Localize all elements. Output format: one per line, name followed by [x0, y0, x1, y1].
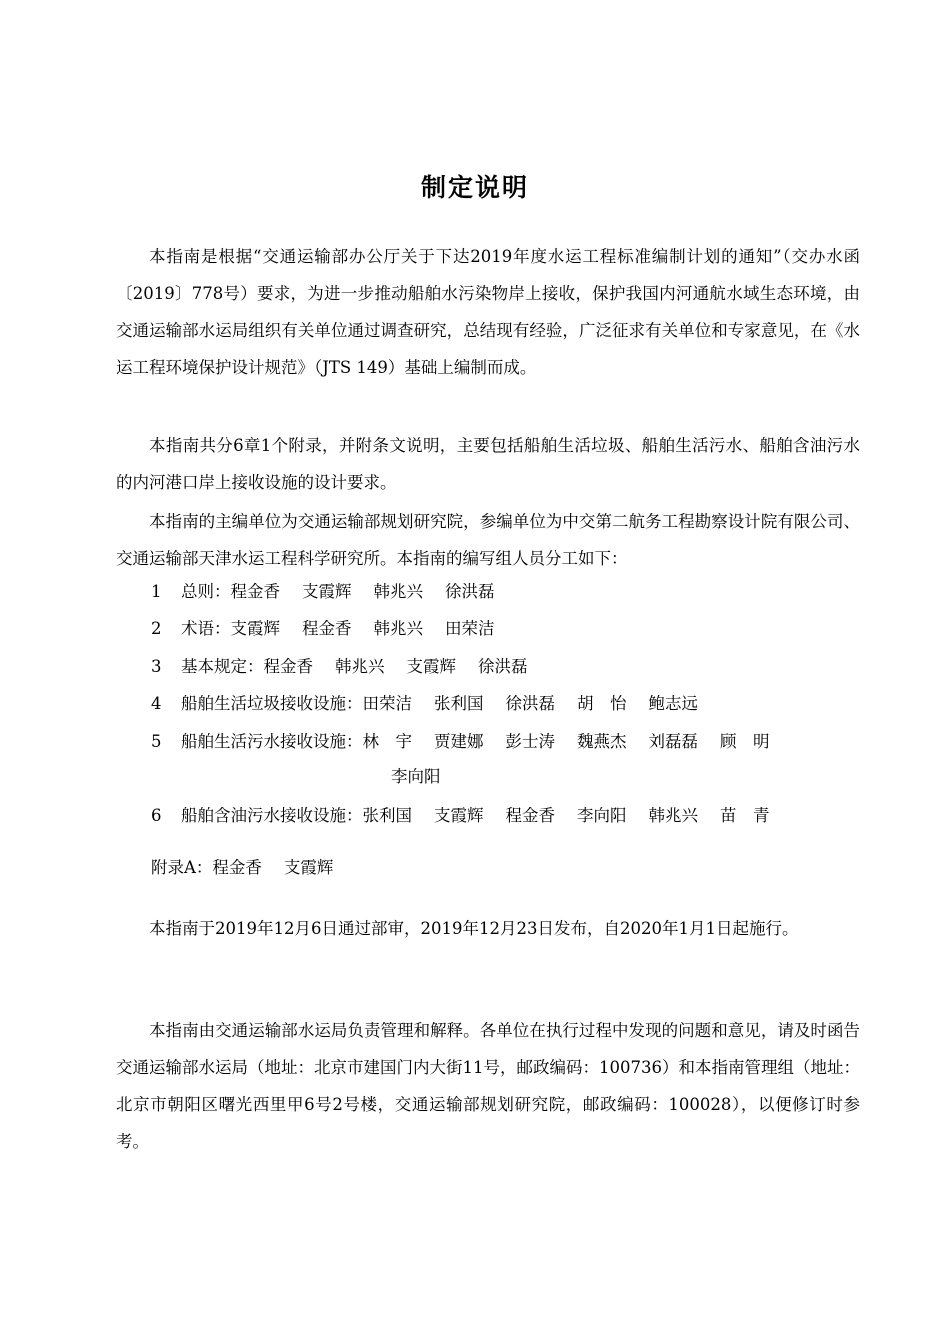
- appendix-label: 附录A：: [151, 858, 213, 877]
- roster-continuation: 李向阳: [391, 767, 441, 786]
- roster-number: 5: [151, 732, 162, 751]
- roster-names: 田荣洁 张利国 徐洪磊 胡 怡 鲍志远: [362, 694, 698, 713]
- paragraph-contact: 本指南由交通运输部水运局负责管理和解释。各单位在执行过程中发现的问题和意见，请及时函告交通运输部水运局（地址：北京市建国门内大街11号，邮政编码：100736）和本指南管理组（地址：北京市朝阳区曙光西里甲6号2号楼，交通运输部规划研究院，邮政编码：100028），以便修订时参考。: [116, 1021, 860, 1151]
- roster-number: 1: [151, 582, 162, 601]
- roster-item: [151, 804, 792, 828]
- roster-names: 林 宇 贾建娜 彭士涛 魏燕杰 刘磊磊 顾 明: [362, 732, 770, 751]
- roster-section: 船舶生活污水接收设施：: [181, 732, 363, 751]
- appendix-names: 程金香 支霞辉: [212, 858, 334, 877]
- roster-names: 程金香 支霞辉 韩兆兴 徐洪磊: [230, 582, 495, 601]
- roster-number: 6: [151, 806, 162, 825]
- roster-number: 3: [151, 657, 162, 676]
- roster-names: 张利国 支霞辉 程金香 李向阳 韩兆兴 苗 青: [362, 806, 770, 825]
- page-title: 制定说明: [420, 173, 529, 202]
- paragraph-scope: 本指南共分6章1个附录，并附条文说明，主要包括船舶生活垃圾、船舶生活污水、船舶含油污水的内河港口岸上接收设施的设计要求。: [116, 436, 860, 492]
- roster-item: [151, 655, 550, 679]
- roster-item: [151, 692, 720, 716]
- roster-number: 2: [151, 619, 162, 638]
- roster-item: [151, 580, 517, 604]
- roster-names: 支霞辉 程金香 韩兆兴 田荣洁: [230, 619, 495, 638]
- roster-section: 船舶含油污水接收设施：: [181, 806, 363, 825]
- paragraph-dates: 本指南于2019年12月6日通过部审，2019年12月23日发布，自2020年1月1日起施行。: [149, 919, 799, 938]
- paragraph-units: 本指南的主编单位为交通运输部规划研究院，参编单位为中交第二航务工程勘察设计院有限公司、交通运输部天津水运工程科学研究所。本指南的编写组人员分工如下：: [116, 512, 860, 568]
- roster-section: 基本规定：: [181, 657, 264, 676]
- roster-number: 4: [151, 694, 162, 713]
- roster-section: 船舶生活垃圾接收设施：: [181, 694, 363, 713]
- roster-section: 总则：: [181, 582, 231, 601]
- roster-section: 术语：: [181, 619, 231, 638]
- roster-item: [151, 617, 517, 641]
- roster-names: 程金香 韩兆兴 支霞辉 徐洪磊: [263, 657, 528, 676]
- roster-item: [151, 730, 792, 754]
- appendix-roster: [151, 856, 355, 880]
- paragraph-basis: 本指南是根据“交通运输部办公厅关于下达2019年度水运工程标准编制计划的通知”（交办水函〔2019〕778号）要求，为进一步推动船舶水污染物岸上接收，保护我国内河通航水域生态环境，由交通运输部水运局组织有关单位通过调查研究，总结现有经验，广泛征求有关单位和专家意见，在《水运工程环境保护设计规范》（JTS 149）基础上编制而成。: [116, 247, 860, 377]
